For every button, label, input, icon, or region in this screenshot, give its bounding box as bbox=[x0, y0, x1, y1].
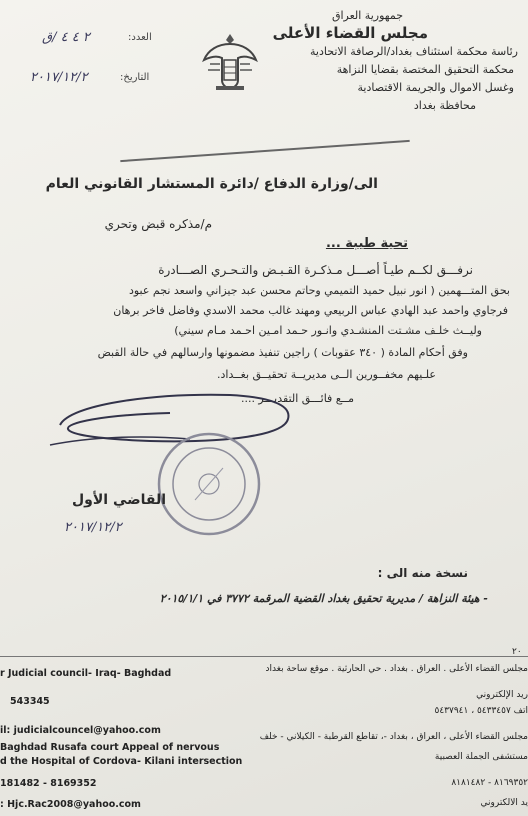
body-line-4: وليــث خلـف مشـتت المنشـدي وانـور حـمد امـين احـمد مـام سيني) bbox=[174, 324, 482, 337]
footer-ar-email-label: ريد الإلكتروني bbox=[476, 690, 528, 700]
footer-ar-address-2: مستشفى الجملة العصبية bbox=[434, 752, 528, 762]
letter-recipient: الى/وزارة الدفاع /دائرة المستشار القانوني العام bbox=[45, 176, 378, 192]
header-court: محكمة التحقيق المختصة بقضايا النزاهة bbox=[336, 63, 514, 76]
signature-title: القاضي الأول bbox=[72, 492, 167, 508]
header-court-cont: وغسل الاموال والجريمة الاقتصادية bbox=[357, 81, 514, 94]
footer-ar-email-label-2: يد الالكتروني bbox=[480, 798, 528, 808]
letter-closing: مــع فائـــق التقديـــر .... bbox=[240, 392, 354, 405]
official-stamp-icon bbox=[155, 430, 263, 538]
iraq-emblem-icon bbox=[200, 30, 260, 92]
doc-number-value: ٢ ٤ ٤ /ق bbox=[42, 30, 90, 45]
header-council: مجلس القضاء الأعلى bbox=[272, 24, 428, 42]
footer-en-phones: 181482 - 8169352 bbox=[0, 778, 97, 789]
footer-en-address-2: d the Hospital of Cordova- Kilani intersection bbox=[0, 756, 243, 767]
letter-subject: م/مذكره قبض وتحري bbox=[104, 217, 212, 231]
letter-greeting: تحية طيبة ... bbox=[325, 236, 408, 251]
body-line-1: نرفـــق لكــم طيـاً أصـــل مـذكـرة القـبـض والتـحـري الصـــادرة bbox=[158, 263, 473, 277]
footer-en-council: r Judicial council- Iraq- Baghdad bbox=[0, 668, 172, 679]
body-line-6: علـيهم مخفــورين الــى مديريــة تحقيــق بغــداد. bbox=[217, 368, 436, 381]
footer-divider bbox=[0, 656, 528, 657]
footer-ar-phones: ٨١٦٩٣٥٢ - ٨١٨١٤٨٢ bbox=[451, 778, 528, 788]
footer-en-email: il: judicialcouncel@yahoo.com bbox=[0, 725, 161, 736]
body-line-2: بحق المتـــهمين ( انور نبيل حميد التميمي وحاتم محسن عبد جيزاني واسعد نجم عبود bbox=[128, 284, 510, 297]
body-line-3: فرجاوي واحمد عبد الهادي عباس الربيعي ومهند غالب محمد الاسدي وفاضل فاخر برهان bbox=[113, 304, 508, 317]
header-country: جمهورية العراق bbox=[331, 9, 403, 22]
footer-en-phone: 543345 bbox=[10, 696, 50, 707]
to-line-rule bbox=[120, 140, 409, 162]
body-line-5: وفق أحكام المادة ( ٣٤٠ عقوبات ) راجين تنفيذ مضمونها وارسالهم في حالة القبض bbox=[97, 346, 468, 359]
footer-page-fragment: ٢٠ bbox=[512, 647, 522, 657]
header-presidency: رئاسة محكمة استئناف بغداد/الرصافة الاتحادية bbox=[310, 45, 518, 58]
copy-line: - هيئة النزاهة / مديرية تحقيق بغداد القضية المرقمة ٣٧٧٢ في ٢٠١٥/١/١ bbox=[159, 592, 488, 605]
footer-en-address-1: Baghdad Rusafa court Appeal of nervous bbox=[0, 742, 220, 753]
header-governorate: محافظة بغداد bbox=[413, 99, 476, 112]
doc-date-label: التاريخ: bbox=[120, 72, 150, 83]
doc-number-label: العدد: bbox=[128, 32, 152, 43]
footer-ar-address: مجلس القضاء الأعلى ، العراق ، بغداد -، تقاطع القرطبة - الكيلاني - خلف bbox=[259, 732, 528, 742]
copy-label: نسخة منه الى : bbox=[377, 566, 468, 580]
signature-date: ٢٠١٧/١٢/٢ bbox=[64, 520, 122, 535]
doc-date-value: ٢٠١٧/١٢/٢ bbox=[30, 70, 88, 85]
footer-ar-phone: اتف ٥٤٣٣٤٥٧ ، ٥٤٣٧٩٤١ bbox=[434, 706, 528, 716]
footer-en-email-2: : Hjc.Rac2008@yahoo.com bbox=[0, 799, 141, 810]
footer-ar-council: مجلس القضاء الأعلى . العراق . بغداد . حي الحارثية . موقع ساحة بغداد bbox=[265, 664, 528, 674]
